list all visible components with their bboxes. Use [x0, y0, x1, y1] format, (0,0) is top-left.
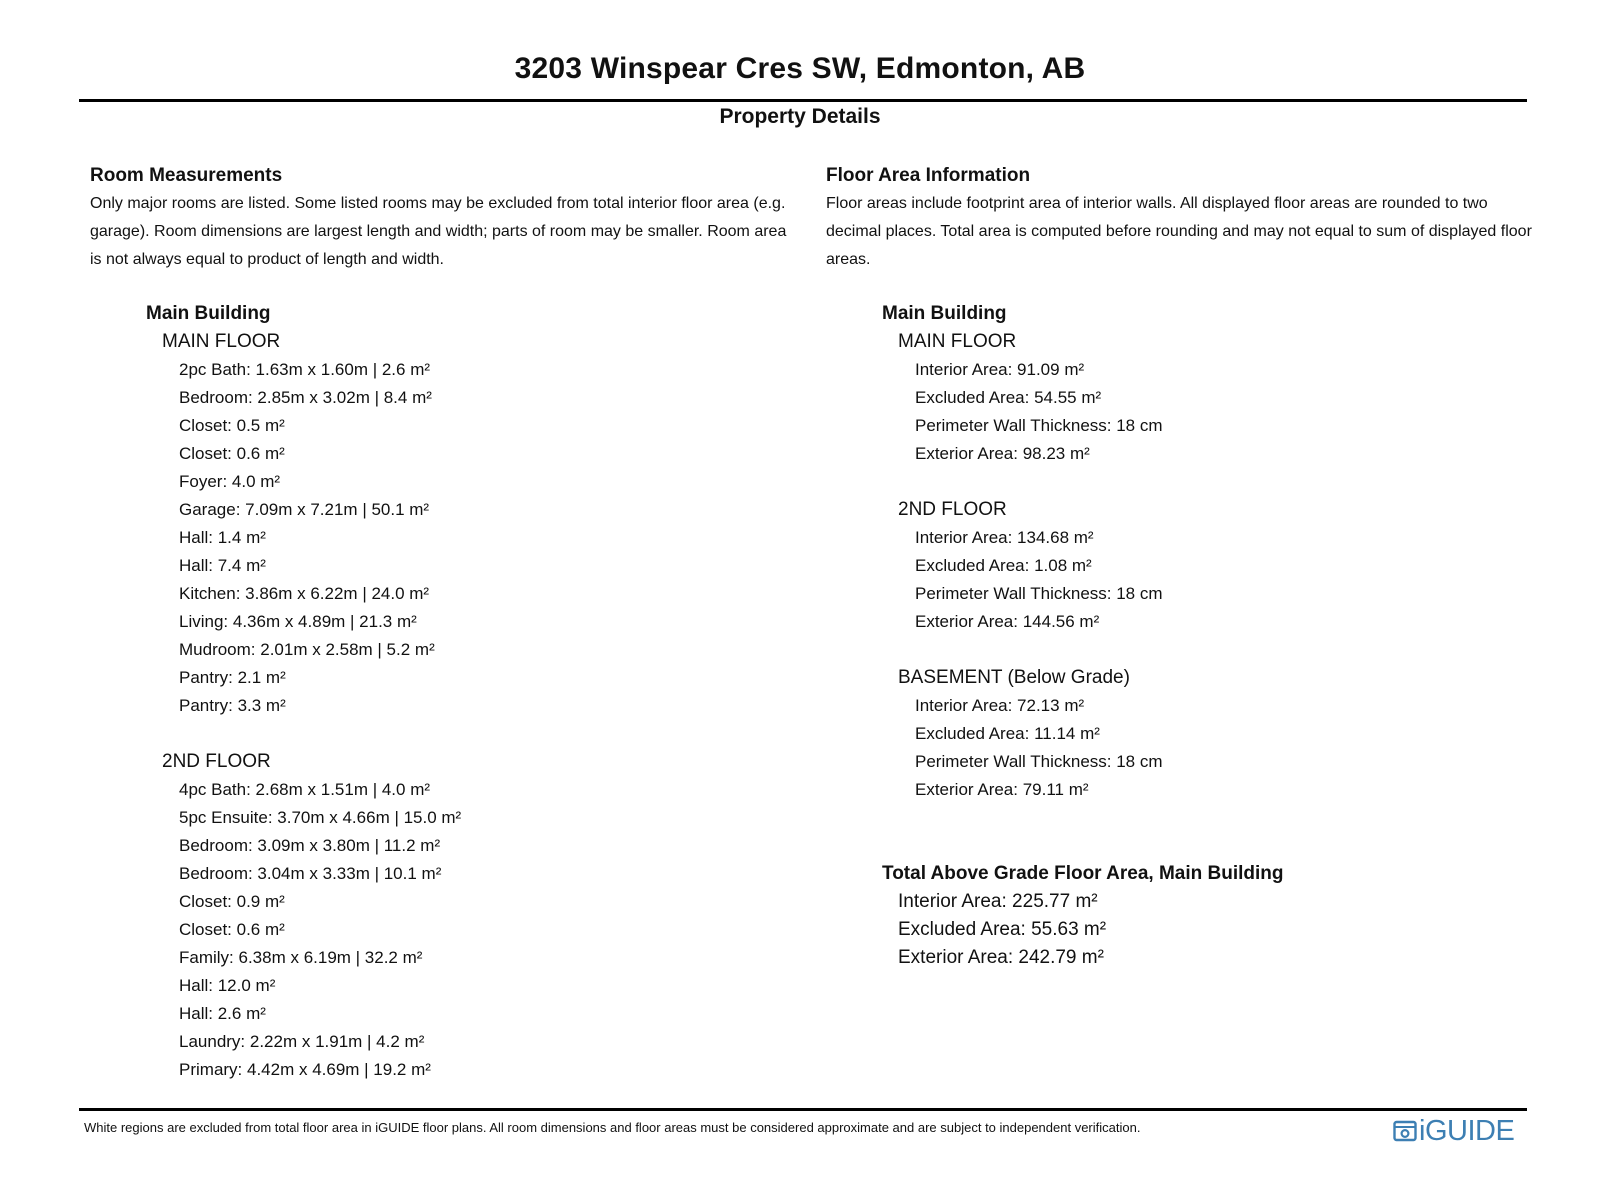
- room-item: 5pc Ensuite: 3.70m x 4.66m | 15.0 m²: [179, 808, 462, 827]
- area-item: Exterior Area: 144.56 m²: [915, 612, 1100, 631]
- room-item: Closet: 0.6 m²: [179, 444, 285, 463]
- floor-title: MAIN FLOOR: [162, 331, 281, 352]
- area-item: Perimeter Wall Thickness: 18 cm: [915, 752, 1163, 771]
- footer-disclaimer: White regions are excluded from total floor area in iGUIDE floor plans. All room dimensions and floor areas must be considered approximate and are subject to independent verification.: [84, 1120, 1141, 1135]
- room-item: 4pc Bath: 2.68m x 1.51m | 4.0 m²: [179, 780, 431, 799]
- room-item: Laundry: 2.22m x 1.91m | 4.2 m²: [179, 1032, 425, 1051]
- room-item: Pantry: 2.1 m²: [179, 668, 286, 687]
- room-measurements-description: Only major rooms are listed. Some listed rooms may be excluded from total interior floor area (e.g. garage). Room dimensions are largest length and width; parts of room may be smaller. Room area is not always equal to product of length and width.: [90, 195, 787, 268]
- room-item: Hall: 12.0 m²: [179, 976, 276, 995]
- room-measurements-section: [90, 162, 790, 1084]
- total-area-item: Excluded Area: 55.63 m²: [898, 919, 1107, 940]
- room-item: Family: 6.38m x 6.19m | 32.2 m²: [179, 948, 423, 967]
- room-item: Hall: 7.4 m²: [179, 556, 266, 575]
- iguide-logo: [1393, 1114, 1514, 1148]
- footer-divider: [79, 1108, 1527, 1111]
- room-item: Hall: 1.4 m²: [179, 528, 266, 547]
- total-area-item: Interior Area: 225.77 m²: [898, 891, 1098, 912]
- floor-title: 2ND FLOOR: [898, 499, 1007, 520]
- room-item: Foyer: 4.0 m²: [179, 472, 281, 491]
- area-item: Excluded Area: 54.55 m²: [915, 388, 1102, 407]
- room-item: Closet: 0.9 m²: [179, 892, 285, 911]
- room-item: Hall: 2.6 m²: [179, 1004, 266, 1023]
- page-title: 3203 Winspear Cres SW, Edmonton, AB: [514, 52, 1086, 85]
- room-item: Bedroom: 3.04m x 3.33m | 10.1 m²: [179, 864, 442, 883]
- floor-title: MAIN FLOOR: [898, 331, 1017, 352]
- area-item: Exterior Area: 79.11 m²: [915, 780, 1089, 799]
- room-item: Closet: 0.6 m²: [179, 920, 285, 939]
- room-measurements-title: Room Measurements: [90, 165, 283, 186]
- room-measurements-building: [90, 300, 790, 1084]
- room-item: Pantry: 3.3 m²: [179, 696, 286, 715]
- building-title: Main Building: [882, 303, 1007, 324]
- room-item: Living: 4.36m x 4.89m | 21.3 m²: [179, 612, 417, 631]
- area-item: Perimeter Wall Thickness: 18 cm: [915, 416, 1163, 435]
- room-item: Bedroom: 2.85m x 3.02m | 8.4 m²: [179, 388, 432, 407]
- area-item: Interior Area: 72.13 m²: [915, 696, 1085, 715]
- area-item: Interior Area: 134.68 m²: [915, 528, 1094, 547]
- area-item: Excluded Area: 1.08 m²: [915, 556, 1092, 575]
- room-item: Closet: 0.5 m²: [179, 416, 285, 435]
- floor-area-description: Floor areas include footprint area of interior walls. All displayed floor areas are rounded to two decimal places. Total area is computed before rounding and may not equal to sum of displayed floor areas.: [826, 195, 1532, 268]
- area-item: Interior Area: 91.09 m²: [915, 360, 1085, 379]
- building-title: Main Building: [146, 303, 271, 324]
- total-area-item: Exterior Area: 242.79 m²: [898, 947, 1104, 968]
- total-area-title: Total Above Grade Floor Area, Main Building: [882, 863, 1284, 884]
- header-divider: [79, 99, 1527, 102]
- floor-area-section: [826, 162, 1536, 972]
- room-item: Primary: 4.42m x 4.69m | 19.2 m²: [179, 1060, 431, 1079]
- room-item: Mudroom: 2.01m x 2.58m | 5.2 m²: [179, 640, 435, 659]
- floor-title: 2ND FLOOR: [162, 751, 271, 772]
- floor-title: BASEMENT (Below Grade): [898, 667, 1130, 688]
- room-item: Bedroom: 3.09m x 3.80m | 11.2 m²: [179, 836, 441, 855]
- floor-area-title: Floor Area Information: [826, 165, 1031, 186]
- area-item: Exterior Area: 98.23 m²: [915, 444, 1090, 463]
- area-item: Excluded Area: 11.14 m²: [915, 724, 1100, 743]
- iguide-logo-icon: [1393, 1119, 1417, 1143]
- page-subtitle: Property Details: [719, 105, 881, 128]
- iguide-logo-text: iGUIDE: [1419, 1114, 1515, 1147]
- room-item: Kitchen: 3.86m x 6.22m | 24.0 m²: [179, 584, 430, 603]
- area-item: Perimeter Wall Thickness: 18 cm: [915, 584, 1163, 603]
- room-item: 2pc Bath: 1.63m x 1.60m | 2.6 m²: [179, 360, 431, 379]
- room-item: Garage: 7.09m x 7.21m | 50.1 m²: [179, 500, 430, 519]
- floor-area-building: [826, 300, 1536, 972]
